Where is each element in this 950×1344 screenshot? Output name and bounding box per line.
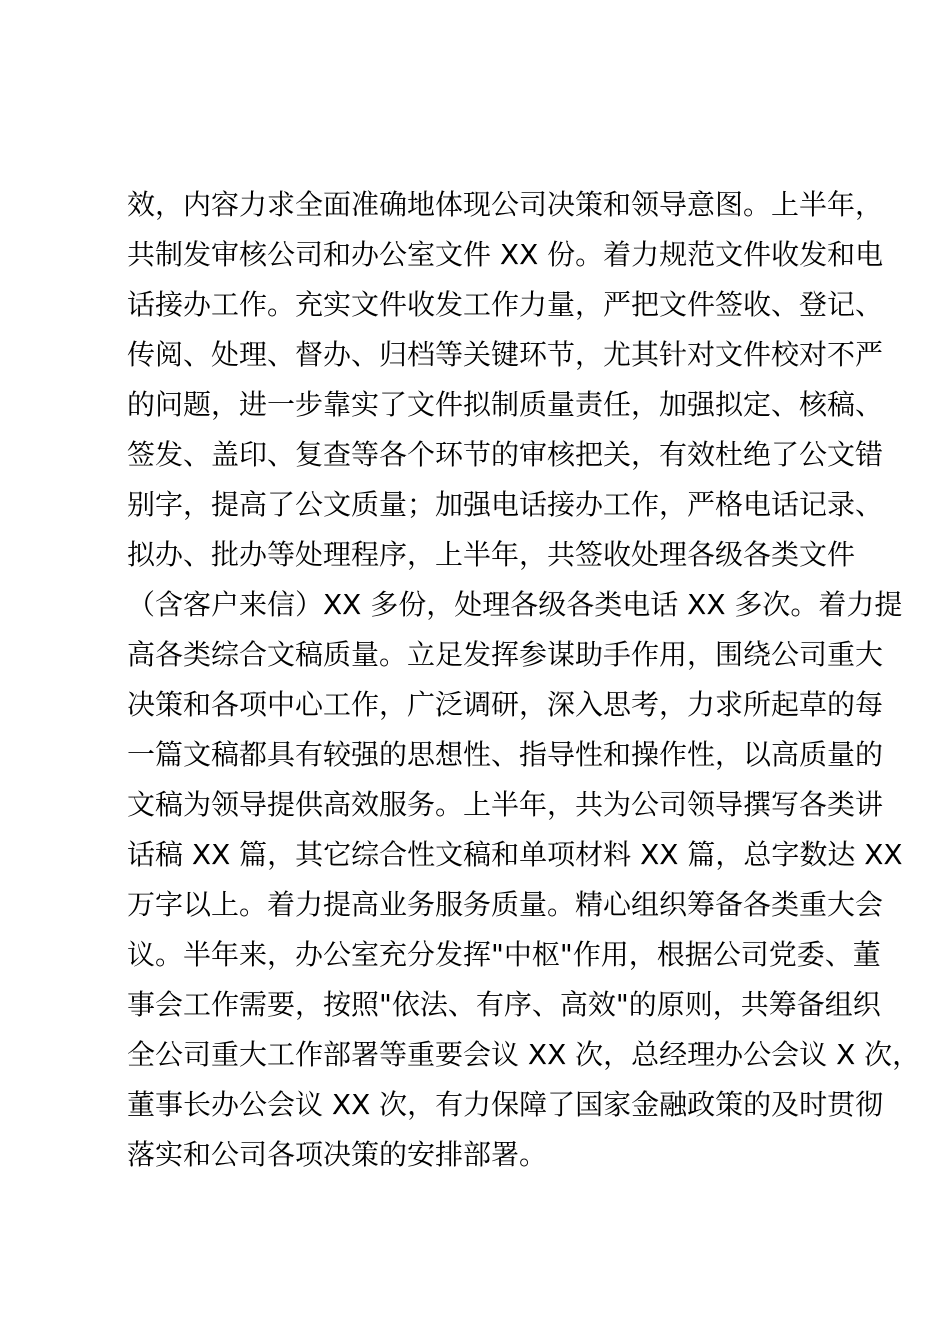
text-line: 文稿为领导提供高效服务。上半年，共为公司领导撰写各类讲	[127, 788, 884, 821]
text-line: 的问题，进一步靠实了文件拟制质量责任，加强拟定、核稿、	[127, 388, 884, 421]
text-line: 全公司重大工作部署等重要会议 XX 次，总经理办公会议 X 次，	[127, 1038, 921, 1071]
text-line: 别字，提高了公文质量；加强电话接办工作，严格电话记录、	[127, 488, 884, 521]
text-line: 事会工作需要，按照"依法、有序、高效"的原则，共筹备组织	[127, 988, 881, 1021]
text-line: 决策和各项中心工作，广泛调研，深入思考，力求所起草的每	[127, 688, 884, 721]
body-paragraph	[127, 180, 921, 1180]
text-line: 落实和公司各项决策的安排部署。	[127, 1138, 548, 1171]
text-line: （含客户来信）XX 多份，处理各级各类电话 XX 多次。着力提	[127, 588, 903, 621]
text-line: 董事长办公会议 XX 次，有力保障了国家金融政策的及时贯彻	[127, 1088, 884, 1121]
text-line: 议。半年来，办公室充分发挥"中枢"作用，根据公司党委、董	[127, 938, 881, 971]
text-line: 共制发审核公司和办公室文件 XX 份。着力规范文件收发和电	[127, 238, 884, 271]
text-line: 话稿 XX 篇，其它综合性文稿和单项材料 XX 篇，总字数达 XX	[127, 838, 903, 871]
text-line: 高各类综合文稿质量。立足发挥参谋助手作用，围绕公司重大	[127, 638, 884, 671]
text-line: 签发、盖印、复查等各个环节的审核把关，有效杜绝了公文错	[127, 438, 884, 471]
text-line: 话接办工作。充实文件收发工作力量，严把文件签收、登记、	[127, 288, 884, 321]
text-line: 拟办、批办等处理程序，上半年，共签收处理各级各类文件	[127, 538, 856, 571]
text-line: 传阅、处理、督办、归档等关键环节，尤其针对文件校对不严	[127, 338, 884, 371]
text-line: 效，内容力求全面准确地体现公司决策和领导意图。上半年，	[127, 188, 884, 221]
text-line: 一篇文稿都具有较强的思想性、指导性和操作性，以高质量的	[127, 738, 884, 771]
text-line: 万字以上。着力提高业务服务质量。精心组织筹备各类重大会	[127, 888, 884, 921]
